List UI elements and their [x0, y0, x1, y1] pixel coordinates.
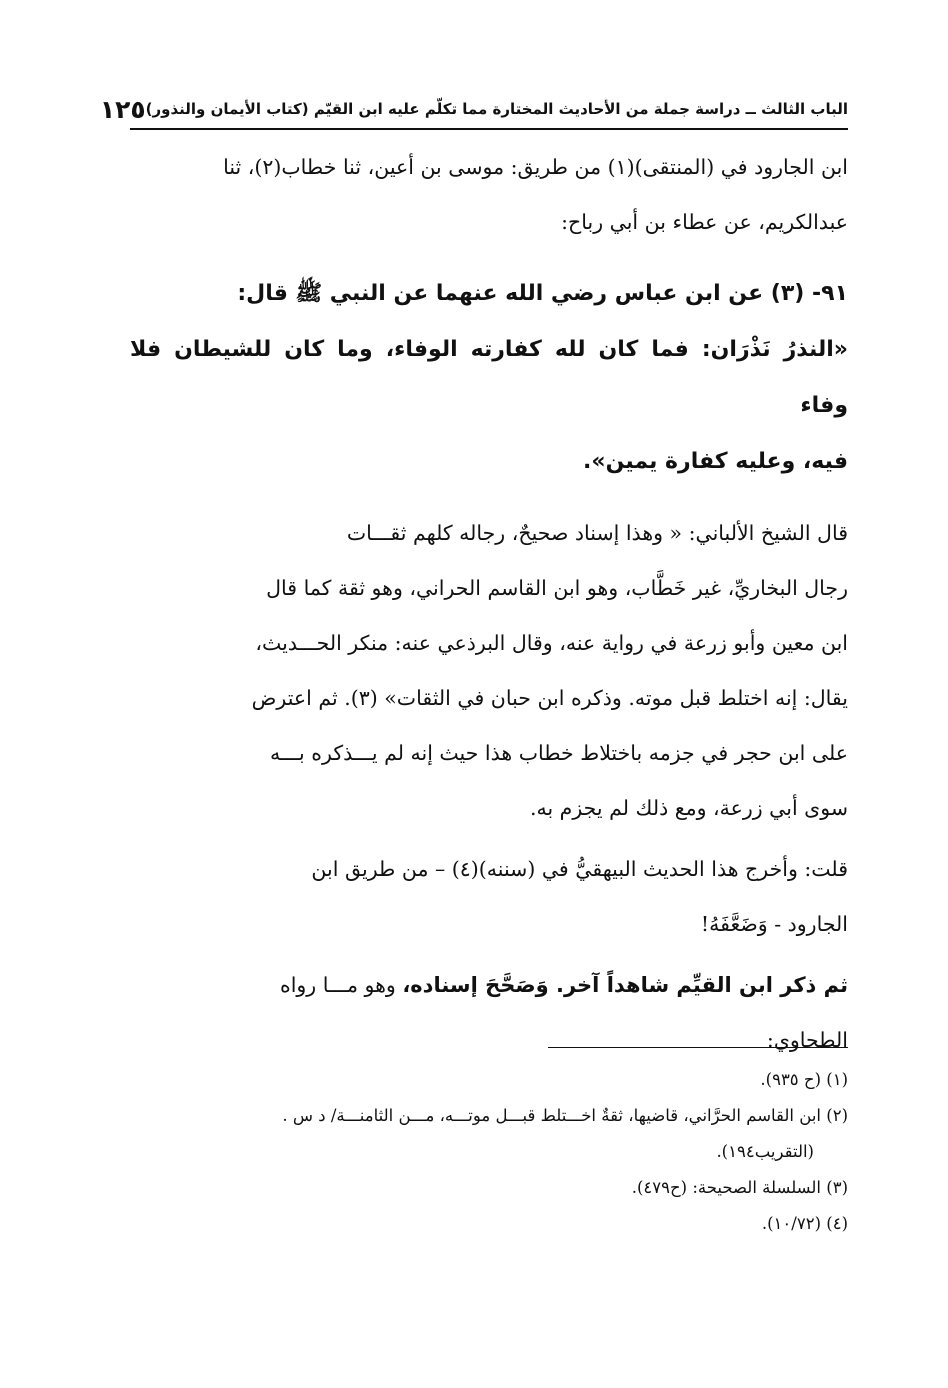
text-line: على ابن حجر في جزمه باختلاط خطاب هذا حيث إنه لم يـــذكره بـــه — [270, 741, 848, 765]
text-run: وهو مـــا رواه — [279, 973, 403, 997]
hadith-line: «النذرُ نَذْرَان: فما كان لله كفارته الوفاء، وما كان للشيطان فلا وفاء — [130, 337, 848, 418]
footnote-3: (٣) السلسلة الصحيحة: (ح٤٧٩). — [631, 1178, 848, 1197]
paragraph-gap — [130, 250, 848, 266]
text-line: ابن معين وأبو زرعة في رواية عنه، وقال البرذعي عنه: منكر الحـــديث، — [255, 631, 848, 655]
running-head — [99, 92, 848, 126]
text-line: الطحاوي: — [766, 1028, 848, 1052]
header-rule — [130, 128, 848, 130]
hadith-line: فيه، وعليه كفارة يمين». — [583, 449, 848, 474]
emphasized-text: ثم ذكر ابن القيِّم شاهداً آخر. وَصَحَّحَ إسناده، — [402, 973, 848, 997]
text-line: قال الشيخ الألباني: « وهذا إسناد صحيحٌ، رجاله كلهم ثقـــات — [346, 521, 848, 545]
footnotes — [130, 1062, 848, 1242]
chapter-title: الباب الثالث ــ دراسة جملة من الأحاديث المختارة مما تكلّم عليه ابن القيّم (كتاب الأيمان والنذور) — [145, 100, 848, 118]
text-line: ابن الجارود في (المنتقى)(١) من طريق: موسى بن أعين، ثنا خطاب(٢)، ثنا — [223, 155, 848, 179]
book-page — [99, 0, 848, 1388]
footnote-2-continued: (التقريب١٩٤). — [716, 1142, 814, 1161]
text-line — [130, 958, 848, 1013]
text-line: عبدالكريم، عن عطاء بن أبي رباح: — [561, 210, 848, 234]
hadith-line: ٩١- (٣) عن ابن عباس رضي الله عنهما عن النبي ﷺ قال: — [237, 281, 848, 306]
footnote-2: (٢) ابن القاسم الحرَّاني، قاضيها، ثقةٌ اخـــتلط قبـــل موتـــه، مـــن الثامنـــة/ د س . — [282, 1106, 848, 1125]
footnote-4: (٤) (١٠/٧٢). — [761, 1214, 848, 1233]
text-line: الجارود - وَضَعَّفَهُ! — [700, 912, 848, 936]
footnote-1: (١) (ح ٩٣٥). — [760, 1070, 848, 1089]
text-line: سوى أبي زرعة، ومع ذلك لم يجزم به. — [529, 796, 848, 820]
text-line: قلت: وأخرج هذا الحديث البيهقيُّ في (سننه)(٤) – من طريق ابن — [311, 857, 848, 881]
paragraph-gap — [130, 490, 848, 506]
page-number: ١٢٥ — [99, 94, 146, 124]
footnote-rule — [548, 1047, 848, 1048]
text-line: يقال: إنه اختلط قبل موته. وذكره ابن حبان في الثقات» (٣). ثم اعترض — [251, 686, 848, 710]
text-line: رجال البخاريِّ، غير خَطَّاب، وهو ابن القاسم الحراني، وهو ثقة كما قال — [266, 576, 848, 600]
main-text — [130, 140, 848, 1068]
